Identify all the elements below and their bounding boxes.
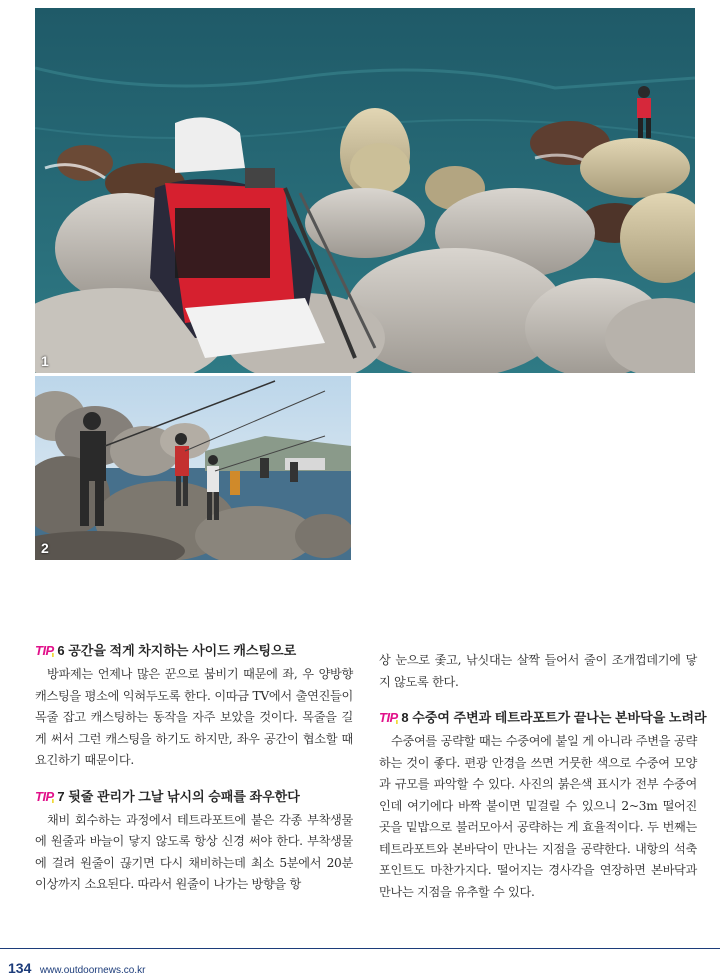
- tip-7-body: 채비 회수하는 과정에서 테트라포트에 붙은 각종 부착생물에 원줄과 바늘이 닿지 않도록 항상 신경 써야 한다. 부착생물에 걸려 원줄이 끊기면 다시 채비하는데 최소 5분에서 20분 이상까지 소요된다. 따라서 원줄이 나가는 방향을 항: [35, 812, 353, 891]
- photo-1-number: 1: [41, 353, 49, 369]
- tip-8-heading: [379, 707, 707, 726]
- tip-6-label: TIP: [35, 643, 54, 658]
- tip-8-number: 8: [401, 710, 409, 725]
- tip-8-body: 수중여를 공략할 때는 수중여에 붙일 게 아니라 주변을 공략하는 것이 좋다. 편광 안경을 쓰면 거뭇한 색으로 수중여 모양과 규모를 파악할 수 있다. 사진의 붉은색 표시가 전부 수중여인데 여기에다 바짝 붙이면 밑걸릴 수 있으니 2~3m 떨어진 곳을 밑밥으로 불러모아서 공략하는 게 효율적이다. 두 번째는 테트라포트와 본바닥이 만나는 지점을 공략한다. 내항의 석축 포인트도 마찬가지다. 떨어지는 경사각을 연장하면 본바닥과 만나는 지점을 유추할 수 있다.: [379, 734, 697, 899]
- tip-6-body: 방파제는 언제나 많은 꾼으로 붐비기 때문에 좌, 우 양방향 캐스팅을 평소에 익혀두도록 한다. 이따금 TV에서 출연진들이 목줄 잡고 캐스팅하는 동작을 자주 보았을 것이다. 목줄을 길게 써서 그런 캐스팅을 하기도 하지만, 좌우 공간이 협소할 때 요긴하기 때문이다.: [35, 667, 353, 767]
- left-column: [35, 640, 353, 910]
- footer-website[interactable]: www.outdoornews.co.kr: [39, 965, 146, 976]
- photo-2-anglers-casting: [35, 376, 351, 560]
- footer-divider: [0, 948, 720, 949]
- tip-6-number: 6: [57, 643, 65, 658]
- tip-7-title: 뒷줄 관리가 그날 낚시의 승패를 좌우한다: [68, 788, 300, 804]
- photo-1-angler-on-tetrapods: [35, 8, 695, 373]
- tip-7-label: TIP: [35, 788, 54, 804]
- tip-6-heading: [35, 640, 353, 659]
- photo-2-number: 2: [41, 540, 49, 556]
- tip-7-body-continued: 상 눈으로 좇고, 낚싯대는 살짝 들어서 줄이 조개껍데기에 닿지 않도록 한다.: [379, 653, 697, 689]
- page-footer: [8, 960, 145, 978]
- right-column: [379, 650, 707, 917]
- tip-8-title: 수중여 주변과 테트라포트가 끝나는 본바닥을 노려라: [412, 710, 707, 725]
- page-number: 134: [8, 960, 32, 976]
- tip-8-label: TIP: [379, 710, 398, 725]
- photo-1-image: [35, 8, 695, 373]
- tip-7-heading: [35, 786, 353, 805]
- tip-6-title: 공간을 적게 차지하는 사이드 캐스팅으로: [68, 643, 297, 658]
- tip-7-number: 7: [57, 788, 65, 804]
- photo-2-image: [35, 376, 351, 560]
